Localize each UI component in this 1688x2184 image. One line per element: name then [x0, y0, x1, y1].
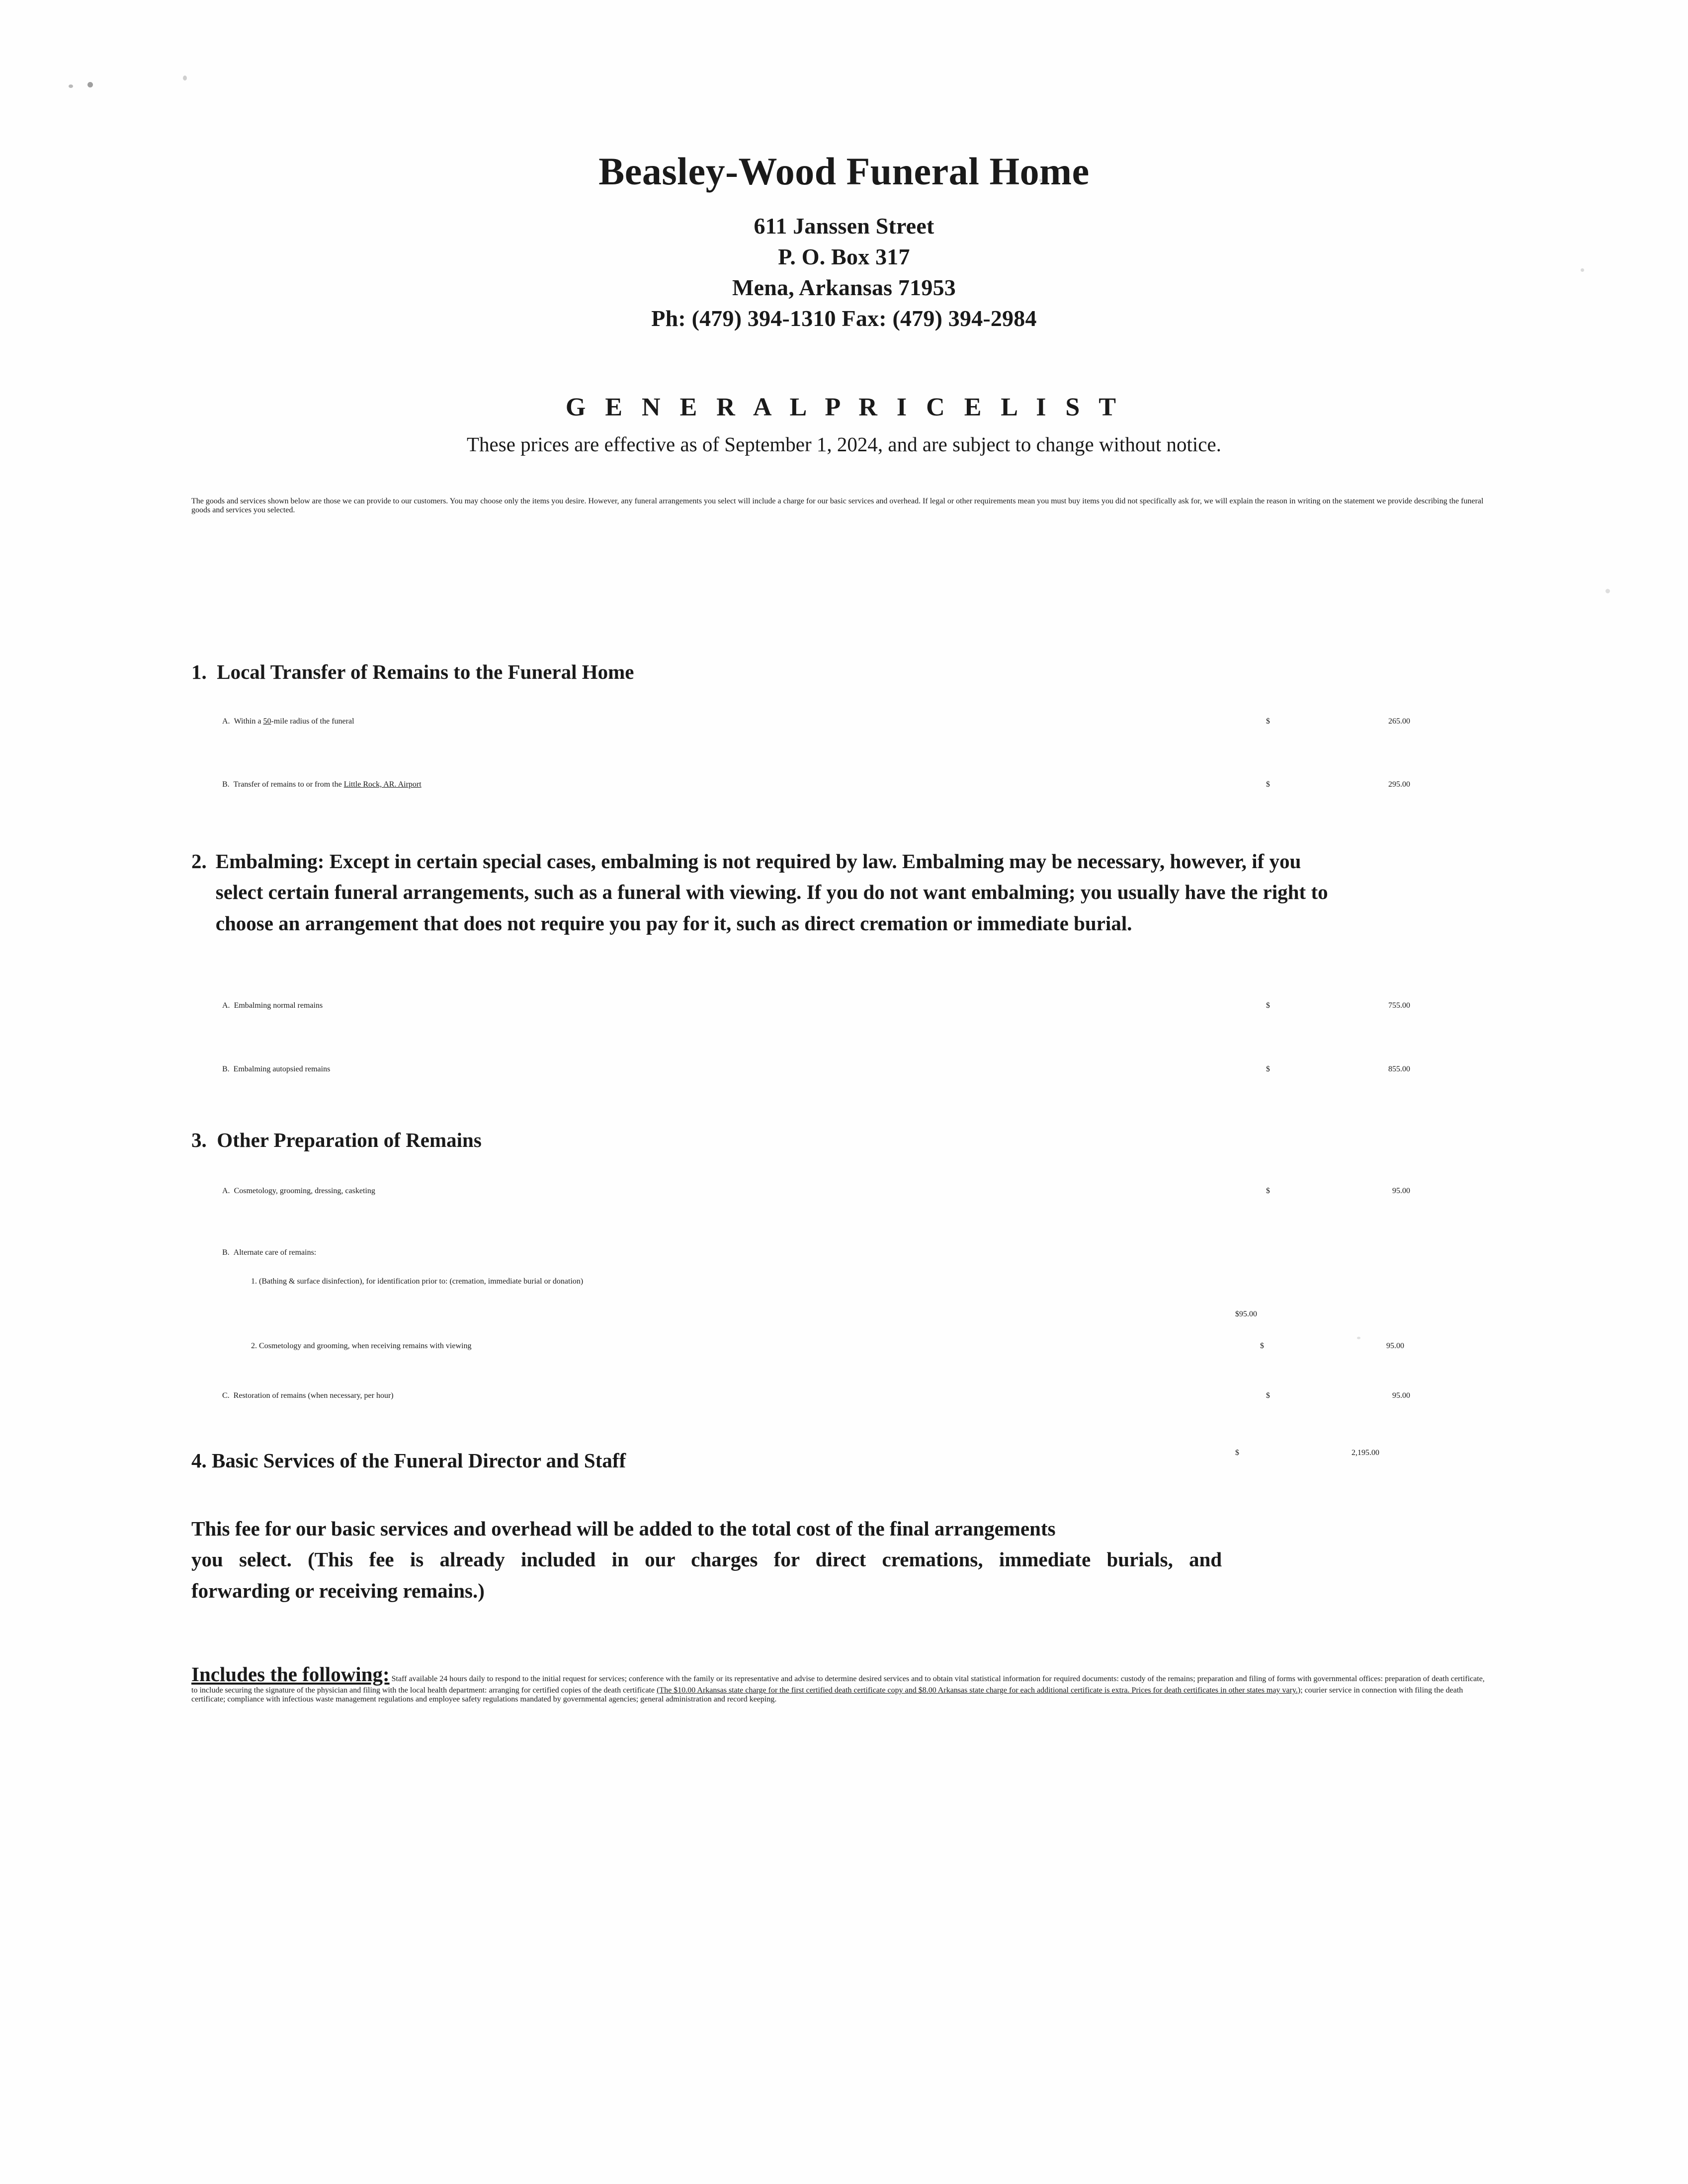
scan-speck	[1357, 1337, 1360, 1339]
intro-paragraph	[191, 497, 1484, 515]
effective-date-notice: These prices are effective as of September 1, 2024, and are subject to change without notice.	[467, 433, 1221, 456]
intro-text: The goods and services shown below are those we can provide to our customers. You may choose only the items you desire. However, any funeral arrangements you select will include a charge for our basic services and overhead. If legal or other requirements mean you must buy items you did not specifically ask for, we will explain the reason in writing on the statement we provide describing the funeral goods and services you selected.	[191, 497, 1484, 514]
item-3a-row	[191, 1187, 1484, 1196]
includes-paragraph	[191, 1662, 1489, 1704]
subitem-3b2-label	[251, 1342, 1260, 1351]
item-2b-currency: $	[1266, 1065, 1270, 1073]
section-2-heading	[191, 846, 1350, 939]
scan-speck	[69, 84, 73, 88]
basic-services-note-line1: This fee for our basic services and overhead will be added to the total cost of the final arrangements	[191, 1517, 1056, 1540]
section-1-heading	[191, 660, 1484, 684]
scan-speck	[87, 82, 93, 87]
subitem-3b2-number: 2.	[251, 1342, 257, 1350]
item-1b-text-before: Transfer of remains to or from the	[233, 780, 344, 789]
includes-body-part1: Staff available 24 hours daily to respond to the initial request for services; conference with the family or its representative and advise to determine desired services and to obtain vital statistical information for required documents: custody of the remains; preparation and filing of forms with governmental offices: preparation of death certificate, to include securing the signature of the physician and filing with the local health department: arranging for certified copies of the death certificate	[191, 1675, 1485, 1695]
item-1b-label	[222, 780, 1266, 789]
section-1-title: Local Transfer of Remains to the Funeral Home	[217, 660, 634, 683]
includes-body-part2: courier service in connection with filing the death certificate; compliance with infectious waste management regulations and employee safety regulations mandated by governmental agencies; general administration and record keeping.	[191, 1686, 1463, 1703]
item-1a-letter: A.	[222, 717, 230, 726]
contact-phone-fax: Ph: (479) 394-1310 Fax: (479) 394-2984	[651, 306, 1037, 331]
item-1a-price: 265.00	[1388, 717, 1410, 726]
item-2a-price: 755.00	[1388, 1001, 1410, 1010]
item-1b-row	[191, 780, 1484, 789]
subitem-3b1-number: 1.	[251, 1277, 257, 1286]
section-4-row	[191, 1449, 1484, 1472]
page-title: G E N E R A L P R I C E L I S T	[565, 393, 1123, 421]
includes-lead-label: Includes the following:	[191, 1663, 390, 1686]
item-1a-underlined: 50	[263, 717, 271, 726]
subitem-3b1-label	[251, 1277, 1260, 1286]
section-4-number: 4.	[191, 1449, 207, 1472]
item-3b-label	[222, 1248, 1266, 1257]
item-1a-text-after: -mile radius of the funeral	[271, 717, 354, 726]
item-1a-row	[191, 717, 1484, 726]
item-1b-letter: B.	[222, 780, 230, 789]
item-1b-currency: $	[1266, 780, 1270, 789]
item-1a-text-before: Within a	[234, 717, 263, 726]
scan-speck	[183, 76, 187, 81]
section-2-title: Embalming: Except in certain special cases, embalming is not required by law. Embalming may be necessary, however, if you select certain funeral arrangements, such as a funeral with viewing. If you do not want embalming; you usually have the right to choose an arrangement that does not require you pay for it, such as direct cremation or immediate burial.	[215, 850, 1328, 935]
item-3a-label	[222, 1187, 1266, 1196]
item-2a-row	[191, 1001, 1484, 1010]
subitem-3b2-row	[191, 1342, 1484, 1351]
section-1-number: 1.	[191, 660, 207, 683]
item-3c-text: Restoration of remains (when necessary, per hour)	[233, 1391, 394, 1400]
section-3-heading	[191, 1128, 1484, 1152]
item-3c-label	[222, 1391, 1266, 1400]
basic-services-note	[191, 1513, 1504, 1606]
item-3b-text: Alternate care of remains:	[233, 1248, 317, 1257]
item-1b-price: 295.00	[1388, 780, 1410, 789]
subitem-3b1-text: (Bathing & surface disinfection), for identification prior to: (cremation, immediate burial or donation)	[259, 1277, 584, 1286]
basic-services-note-line2-wrap	[191, 1544, 1504, 1575]
item-2a-label	[222, 1001, 1266, 1010]
item-2b-letter: B.	[222, 1065, 230, 1073]
subitem-3b2-price: 95.00	[1386, 1342, 1404, 1350]
section-4-currency: $	[1235, 1449, 1239, 1457]
section-4-title: Basic Services of the Funeral Director and Staff	[212, 1449, 626, 1472]
subitem-3b2-text: Cosmetology and grooming, when receiving remains with viewing	[259, 1342, 472, 1350]
item-3a-letter: A.	[222, 1187, 230, 1195]
item-2b-row	[191, 1065, 1484, 1074]
address-po-box: P. O. Box 317	[778, 244, 910, 269]
section-3-title: Other Preparation of Remains	[217, 1129, 482, 1151]
item-2a-letter: A.	[222, 1001, 230, 1010]
section-2-number: 2.	[191, 850, 207, 873]
item-3b-letter: B.	[222, 1248, 230, 1257]
includes-underlined-clause: (The $10.00 Arkansas state charge for the first certified death certificate copy and $8.00 Arkansas state charge for each additional certificate is extra. Prices for death certificates in other states may vary.);	[657, 1686, 1303, 1695]
item-3c-price: 95.00	[1392, 1391, 1410, 1400]
item-2a-currency: $	[1266, 1001, 1270, 1010]
item-3a-currency: $	[1266, 1187, 1270, 1195]
subitem-3b1-row	[191, 1277, 1484, 1286]
basic-services-note-line3: forwarding or receiving remains.)	[191, 1579, 485, 1602]
section-4-price: 2,195.00	[1351, 1449, 1379, 1457]
basic-services-note-line2: you select. (This fee is already included in our charges for direct cremations, immediate burials, and	[191, 1548, 1222, 1571]
item-1b-underlined: Little Rock, AR. Airport	[343, 780, 422, 789]
item-2b-price: 855.00	[1388, 1065, 1410, 1073]
address-street: 611 Janssen Street	[754, 213, 934, 239]
address-city-state-zip: Mena, Arkansas 71953	[732, 275, 956, 300]
item-3c-letter: C.	[222, 1391, 230, 1400]
item-3a-price: 95.00	[1392, 1187, 1410, 1195]
item-2b-text: Embalming autopsied remains	[233, 1065, 331, 1073]
business-name: Beasley-Wood Funeral Home	[598, 150, 1090, 193]
scan-speck	[1605, 589, 1610, 593]
subitem-3b2-currency: $	[1260, 1342, 1264, 1350]
item-3c-currency: $	[1266, 1391, 1270, 1400]
item-3a-text: Cosmetology, grooming, dressing, casketing	[234, 1187, 375, 1195]
item-1a-label	[222, 717, 1266, 726]
section-3-number: 3.	[191, 1129, 207, 1151]
section-4-label	[191, 1449, 1235, 1472]
item-3b-row	[191, 1248, 1484, 1257]
item-2b-label	[222, 1065, 1266, 1074]
subitem-3b1-price: 95.00	[1239, 1310, 1257, 1318]
item-1a-currency: $	[1266, 717, 1270, 726]
subitem-3b1-currency: $	[1235, 1310, 1239, 1318]
item-3c-row	[191, 1391, 1484, 1400]
item-2a-text: Embalming normal remains	[234, 1001, 323, 1010]
subitem-3b1-price-row	[1235, 1310, 1434, 1319]
